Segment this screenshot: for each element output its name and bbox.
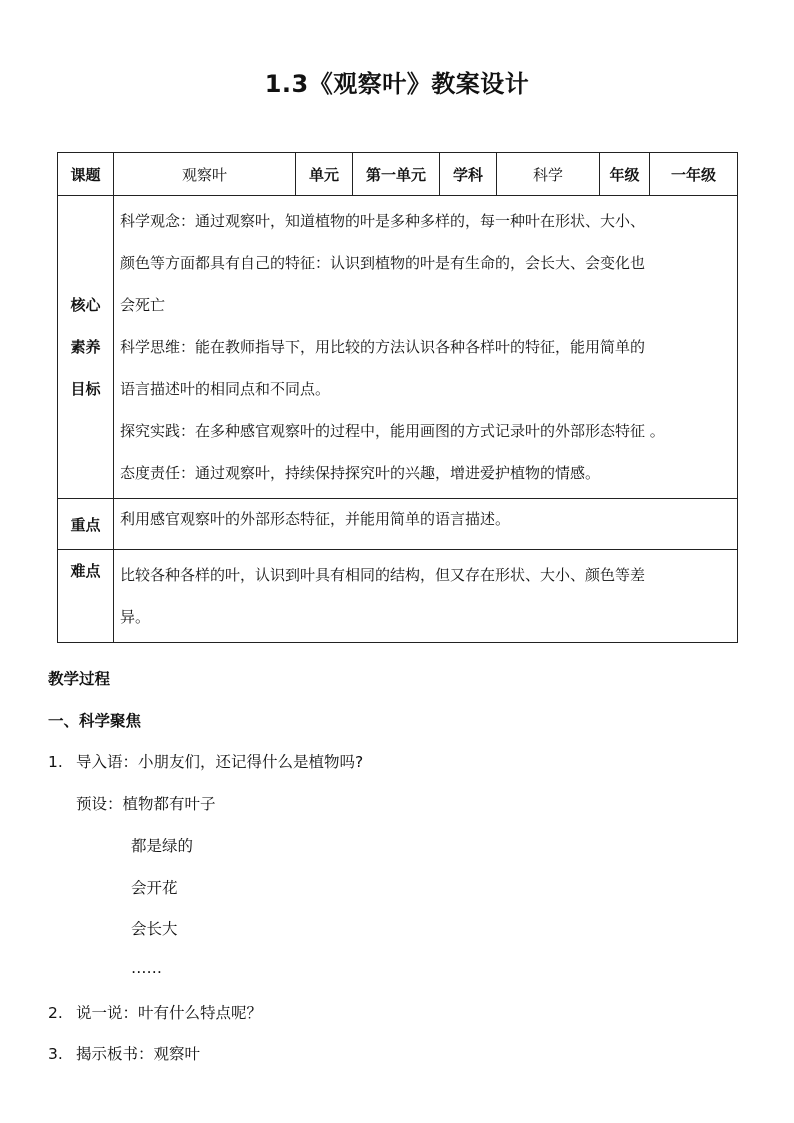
topic-value: 观察叶 (114, 153, 296, 196)
section-heading: 一、科学聚焦 (48, 712, 142, 730)
list-item (48, 1001, 262, 1023)
core-goals-text (114, 196, 738, 499)
core-label-line: 目标 (70, 380, 101, 398)
subject-value: 科学 (497, 153, 600, 196)
core-line: 科学观念：通过观察叶，知道植物的叶是多种多样的，每一种叶在形状、大小、 (120, 212, 646, 230)
header-row (58, 153, 738, 196)
difficulty-line: 异。 (120, 608, 151, 626)
core-line: 语言描述叶的相同点和不同点。 (120, 380, 331, 398)
preset-line: 会开花 (131, 879, 178, 897)
page-title: 1.3《观察叶》教案设计 (264, 70, 530, 98)
core-line: 态度责任：通过观察叶，持续保持探究叶的兴趣，增进爱护植物的情感。 (120, 464, 601, 482)
list-number: 3. (48, 1045, 63, 1063)
lesson-plan-table (57, 152, 738, 643)
grade-label: 年级 (600, 153, 650, 196)
core-line: 会死亡 (120, 296, 166, 314)
key-point-text: 利用感官观察叶的外部形态特征，并能用简单的语言描述。 (114, 499, 738, 550)
key-point-label: 重点 (58, 499, 114, 550)
list-item (48, 1042, 200, 1064)
list-text: 导入语：小朋友们，还记得什么是植物吗? (76, 753, 364, 771)
difficulty-row (58, 550, 738, 643)
list-number: 2. (48, 1004, 63, 1022)
difficulty-label: 难点 (58, 550, 114, 643)
topic-label: 课题 (58, 153, 114, 196)
preset-line: 会长大 (131, 920, 178, 938)
core-goals-row (58, 196, 738, 499)
preset-line: …… (131, 959, 162, 977)
key-point-row (58, 499, 738, 550)
unit-value: 第一单元 (353, 153, 440, 196)
core-label-line: 素养 (70, 338, 101, 356)
core-line: 探究实践：在多种感官观察叶的过程中，能用画图的方式记录叶的外部形态特征 。 (120, 422, 665, 440)
difficulty-line: 比较各种各样的叶，认识到叶具有相同的结构，但又存在形状、大小、颜色等差 (120, 566, 646, 584)
subject-label: 学科 (440, 153, 497, 196)
list-text: 揭示板书：观察叶 (76, 1045, 201, 1063)
core-label-line: 核心 (70, 296, 101, 314)
core-line: 科学思维：能在教师指导下，用比较的方法认识各种各样叶的特征，能用简单的 (120, 338, 646, 356)
unit-label: 单元 (296, 153, 353, 196)
preset-line: 都是绿的 (131, 837, 194, 855)
core-line: 颜色等方面都具有自己的特征：认识到植物的叶是有生命的，会长大、会变化也 (120, 254, 646, 272)
list-text: 说一说：叶有什么特点呢？ (76, 1004, 263, 1022)
core-goals-label (58, 196, 114, 499)
list-number: 1. (48, 753, 63, 771)
list-item (48, 750, 363, 772)
process-heading: 教学过程 (48, 670, 111, 688)
preset-line: 预设：植物都有叶子 (76, 795, 216, 813)
difficulty-text (114, 550, 738, 643)
grade-value: 一年级 (650, 153, 738, 196)
